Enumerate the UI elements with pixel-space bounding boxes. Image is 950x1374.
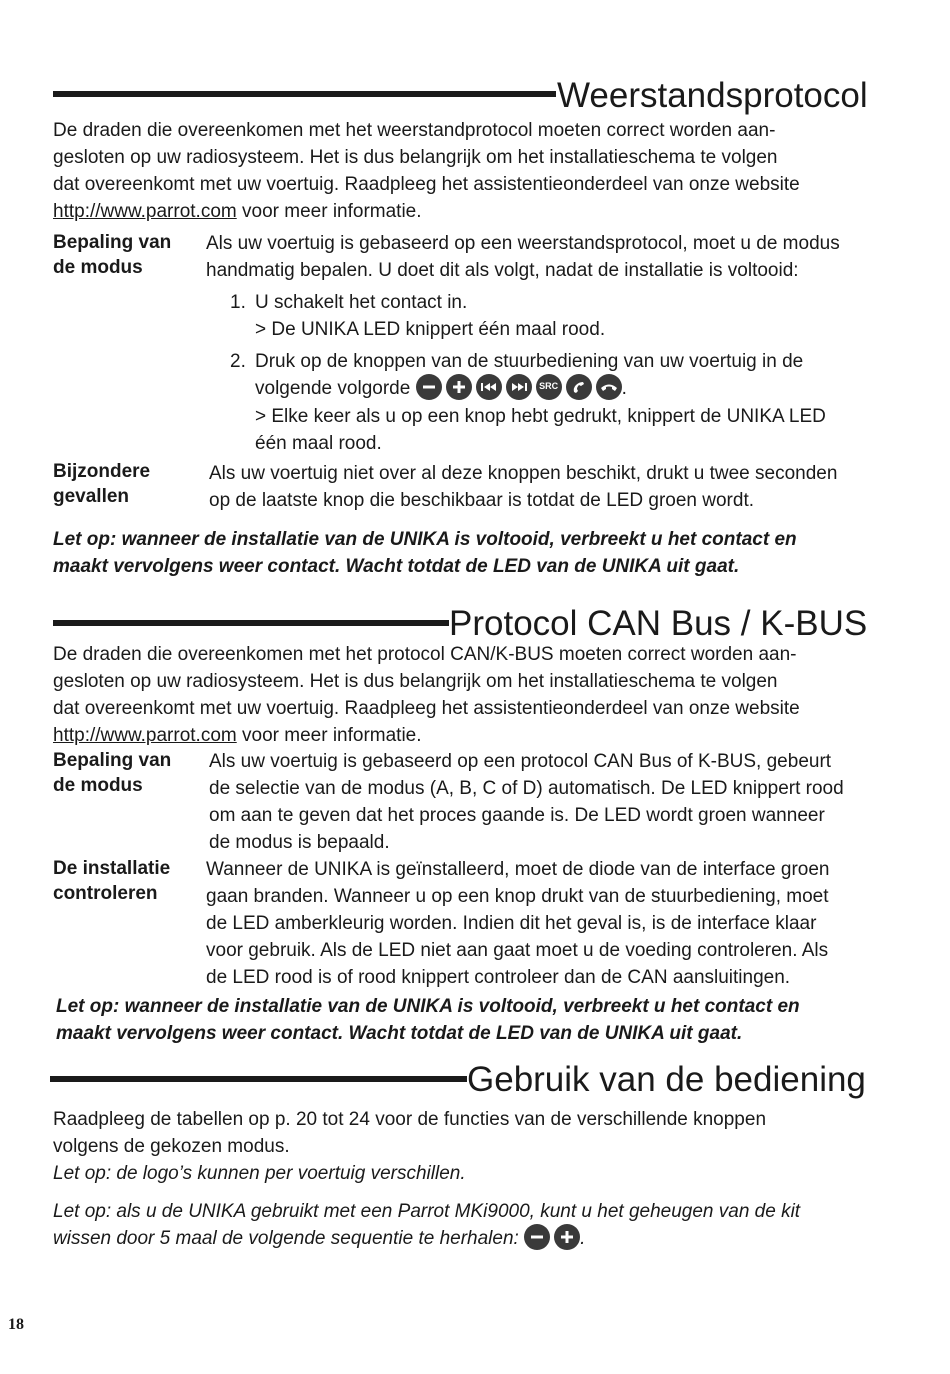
heading-rule bbox=[53, 91, 556, 97]
parrot-link[interactable]: http://www.parrot.com bbox=[53, 201, 237, 222]
label-bijzondere-2: gevallen bbox=[53, 486, 130, 507]
minus-icon bbox=[524, 1224, 550, 1250]
intro-weerstand-line-2: gesloten op uw radiosysteem. Het is dus belangrijk om het installatieschema te volgen bbox=[53, 147, 778, 168]
page-number: 18 bbox=[8, 1316, 24, 1333]
section-title-weerstand: Weerstandsprotocol bbox=[557, 76, 868, 115]
step-2-line-2 bbox=[255, 375, 627, 402]
bepaling-canbus-line-1: Als uw voertuig is gebaseerd op een protocol CAN Bus of K-BUS, gebeurt bbox=[209, 751, 832, 772]
bepaling-weerstand-line-1: Als uw voertuig is gebaseerd op een weerstandsprotocol, moet u de modus bbox=[206, 233, 840, 254]
label-bepaling-canbus-1: Bepaling van bbox=[53, 750, 172, 771]
controle-line-2: gaan branden. Wanneer u op een knop drukt van de stuurbediening, moet bbox=[206, 886, 829, 907]
intro-weerstand-line-4 bbox=[53, 198, 422, 225]
intro-canbus-line-2: gesloten op uw radiosysteem. Het is dus belangrijk om het installatieschema te volgen bbox=[53, 671, 778, 692]
gebruik-note-2-line-1: Let op: als u de UNIKA gebruikt met een Parrot MKi9000, kunt u het geheugen van de kit bbox=[53, 1201, 801, 1222]
step-2-line-2-text: volgende volgorde bbox=[255, 378, 411, 399]
label-bepaling-canbus-2: de modus bbox=[53, 775, 143, 796]
call-accept-icon bbox=[566, 374, 592, 400]
next-icon bbox=[506, 374, 532, 400]
bepaling-weerstand-line-2: handmatig bepalen. U doet dit als volgt, nadat de installatie is voltooid: bbox=[206, 260, 799, 281]
intro-weerstand-line-1: De draden die overeenkomen met het weerstandprotocol moeten correct worden aan- bbox=[53, 120, 776, 141]
call-reject-icon bbox=[596, 374, 622, 400]
controle-line-5: de LED rood is of rood knippert controleer dan de CAN aansluitingen. bbox=[206, 967, 791, 988]
intro-canbus-line-3: dat overeenkomt met uw voertuig. Raadpleeg het assistentieonderdeel van onze website bbox=[53, 698, 800, 719]
heading-rule bbox=[53, 620, 449, 626]
link-suffix: voor meer informatie. bbox=[236, 725, 422, 746]
note-canbus-line-1: Let op: wanneer de installatie van de UNIKA is voltooid, verbreekt u het contact en bbox=[56, 996, 800, 1017]
gebruik-line-2: volgens de gekozen modus. bbox=[53, 1136, 290, 1157]
intro-canbus-line-4 bbox=[53, 722, 422, 749]
button-sequence bbox=[416, 374, 622, 400]
gebruik-note-1: Let op: de logo’s kunnen per voertuig verschillen. bbox=[53, 1163, 466, 1184]
plus-icon bbox=[554, 1224, 580, 1250]
gebruik-note-2-end: . bbox=[580, 1228, 586, 1249]
step-2-line-1: Druk op de knoppen van de stuurbediening van uw voertuig in de bbox=[255, 351, 804, 372]
gebruik-line-1: Raadpleeg de tabellen op p. 20 tot 24 voor de functies van de verschillende knoppen bbox=[53, 1109, 767, 1130]
controle-line-3: de LED amberkleurig worden. Indien dit het geval is, is de interface klaar bbox=[206, 913, 817, 934]
bepaling-canbus-line-2: de selectie van de modus (A, B, C of D) automatisch. De LED knippert rood bbox=[209, 778, 844, 799]
section-title-gebruik: Gebruik van de bediening bbox=[467, 1060, 866, 1099]
step-1-text: U schakelt het contact in. bbox=[255, 292, 468, 313]
step-1-result: > De UNIKA LED knippert één maal rood. bbox=[255, 319, 606, 340]
step-2-result-line-1: > Elke keer als u op een knop hebt gedrukt, knippert de UNIKA LED bbox=[255, 406, 826, 427]
label-controle-1: De installatie bbox=[53, 858, 171, 879]
label-controle-2: controleren bbox=[53, 883, 158, 904]
step-2-result-line-2: één maal rood. bbox=[255, 433, 382, 454]
gebruik-note-2-line-2 bbox=[53, 1225, 585, 1252]
plus-icon bbox=[446, 374, 472, 400]
bepaling-canbus-line-3: om aan te geven dat het proces gaande is. De LED wordt groen wanneer bbox=[209, 805, 825, 826]
heading-rule bbox=[50, 1076, 467, 1082]
note-canbus-line-2: maakt vervolgens weer contact. Wacht totdat de LED van de UNIKA uit gaat. bbox=[56, 1023, 743, 1044]
label-bepaling-1: Bepaling van bbox=[53, 232, 172, 253]
gebruik-note-2-text: wissen door 5 maal de volgende sequentie te herhalen: bbox=[53, 1228, 519, 1249]
parrot-link[interactable]: http://www.parrot.com bbox=[53, 725, 237, 746]
bijzondere-line-1: Als uw voertuig niet over al deze knoppen beschikt, drukt u twee seconden bbox=[209, 463, 838, 484]
bijzondere-line-2: op de laatste knop die beschikbaar is totdat de LED groen wordt. bbox=[209, 490, 755, 511]
minus-icon bbox=[416, 374, 442, 400]
previous-icon bbox=[476, 374, 502, 400]
controle-line-4: voor gebruik. Als de LED niet aan gaat moet u de voeding controleren. Als bbox=[206, 940, 829, 961]
step-2-end: . bbox=[621, 378, 627, 399]
link-suffix: voor meer informatie. bbox=[236, 201, 422, 222]
intro-canbus-line-1: De draden die overeenkomen met het protocol CAN/K-BUS moeten correct worden aan- bbox=[53, 644, 797, 665]
label-bijzondere-1: Bijzondere bbox=[53, 461, 151, 482]
note-weerstand-line-1: Let op: wanneer de installatie van de UNIKA is voltooid, verbreekt u het contact en bbox=[53, 529, 797, 550]
bepaling-canbus-line-4: de modus is bepaald. bbox=[209, 832, 390, 853]
note-weerstand-line-2: maakt vervolgens weer contact. Wacht totdat de LED van de UNIKA uit gaat. bbox=[53, 556, 740, 577]
intro-weerstand-line-3: dat overeenkomt met uw voertuig. Raadpleeg het assistentieonderdeel van onze website bbox=[53, 174, 800, 195]
reset-sequence bbox=[524, 1224, 580, 1250]
step-1-number: 1. bbox=[230, 292, 246, 313]
step-2-number: 2. bbox=[230, 351, 246, 372]
section-title-canbus: Protocol CAN Bus / K-BUS bbox=[449, 604, 868, 643]
label-bepaling-2: de modus bbox=[53, 257, 143, 278]
src-icon: SRC bbox=[536, 374, 562, 400]
controle-line-1: Wanneer de UNIKA is geïnstalleerd, moet de diode van de interface groen bbox=[206, 859, 830, 880]
